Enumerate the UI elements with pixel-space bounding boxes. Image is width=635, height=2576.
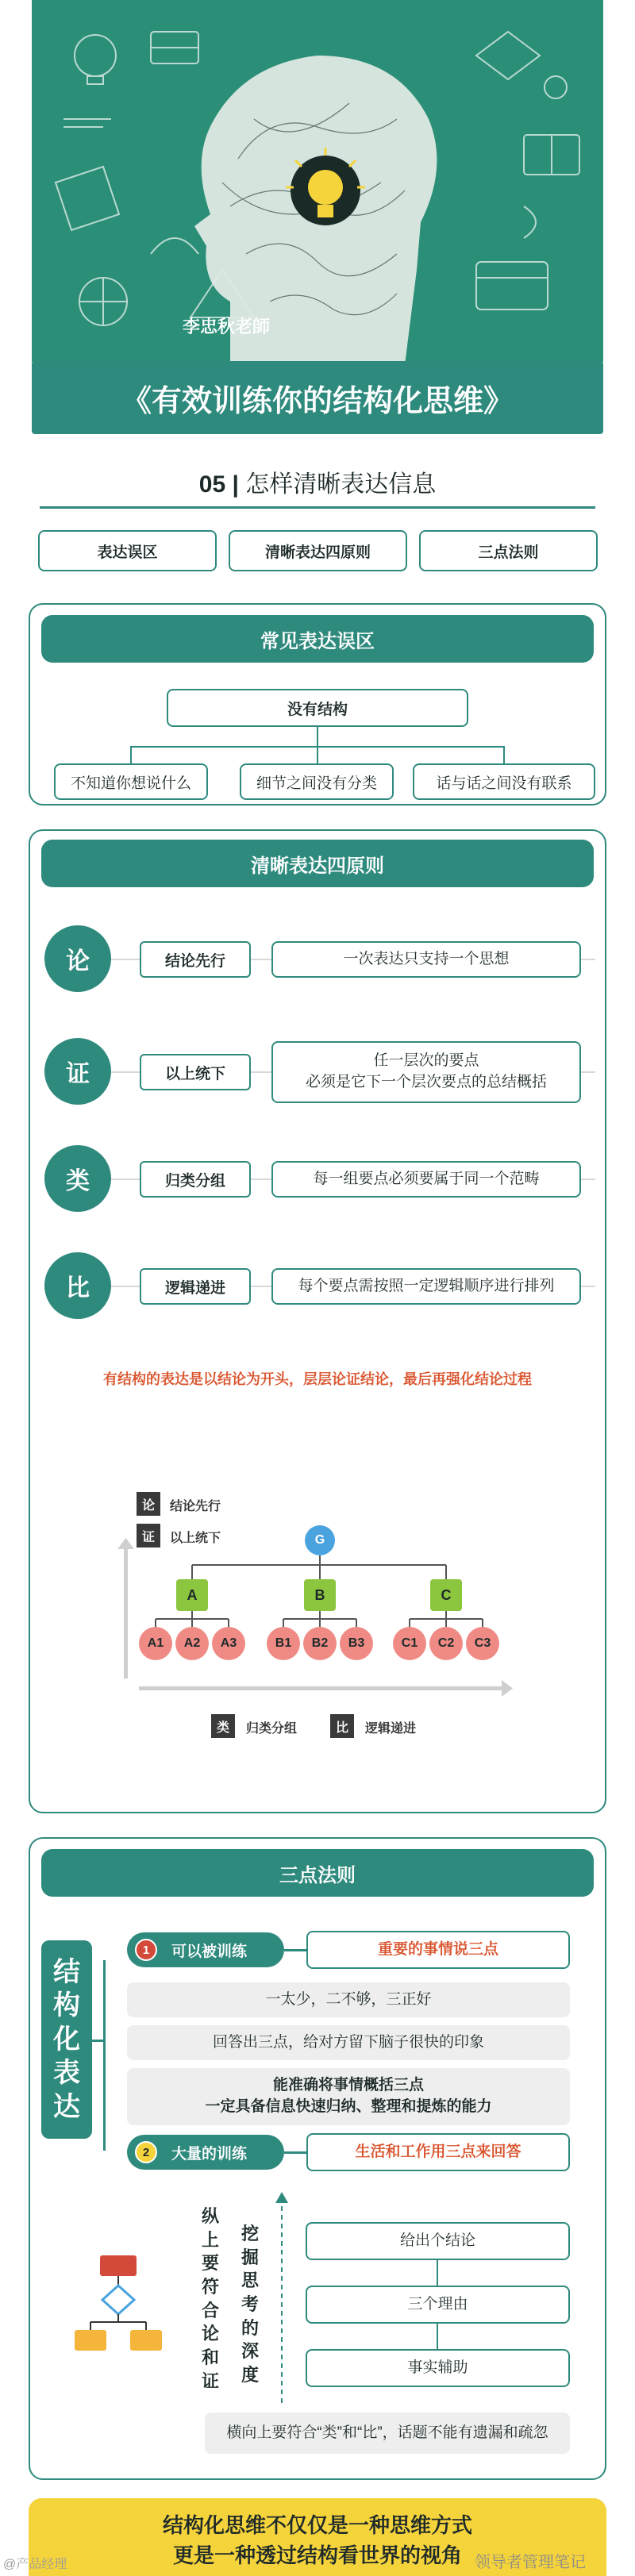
misconception-item: 细节之间没有分类 [240, 763, 394, 800]
diagram-tag: 论 [137, 1492, 160, 1516]
step1-label: 可以被训练 [171, 1943, 248, 1960]
three-point-note: 一太少，二不够，三正好 [127, 1982, 570, 2017]
diagram-group-node: B [304, 1579, 336, 1611]
diagram-leaf-node: B1 [267, 1627, 300, 1660]
side-connector [103, 1960, 106, 2151]
flow-step: 给出个结论 [306, 2222, 570, 2260]
principles-summary: 有结构的表达是以结论为开头，层层论证结论，最后再强化结论过程 [103, 1371, 532, 1387]
three-point-note: 能准确将事情概括三点 一定具备信息快速归纳、整理和提炼的能力 [127, 2068, 570, 2125]
principle-desc: 每一组要点必须要属于同一个范畴 [271, 1161, 581, 1198]
banner-title: 《有效训练你的结构化思维》 [121, 384, 514, 418]
section-heading [0, 464, 635, 499]
watermark-left: @产品经理 [3, 2558, 67, 2571]
connector [503, 746, 505, 763]
flow-connector [437, 2260, 438, 2286]
step1-connector [284, 1949, 306, 1951]
chalkboard-illustration [32, 0, 603, 365]
tab-misconceptions[interactable] [38, 530, 217, 571]
principle-name: 以上统下 [140, 1054, 251, 1090]
step2-label: 大量的训练 [171, 2145, 248, 2163]
step1-number: 1 [135, 1939, 157, 1961]
tab-principles[interactable] [229, 530, 407, 571]
flow-connector [437, 2324, 438, 2349]
diagram-label: 逻辑递进 [365, 1722, 417, 1736]
side-connector [92, 2040, 105, 2042]
diagram-leaf-node: B3 [340, 1627, 373, 1660]
teacher-name: 李忠秋老師 [183, 317, 271, 336]
principle-desc: 每个要点需按照一定逻辑顺序进行排列 [271, 1268, 581, 1305]
diagram-group-node: A [176, 1579, 208, 1611]
diagram-leaf-node: C2 [429, 1627, 463, 1660]
diagram-leaf-node: A3 [212, 1627, 245, 1660]
side-label-block [41, 1940, 92, 2139]
diagram-label: 归类分组 [246, 1722, 298, 1736]
connector [317, 746, 318, 763]
footer-line2: 更是一种透过结构看世界的视角 [172, 2543, 462, 2567]
tab-label: 表达误区 [97, 544, 158, 561]
diagram-leaf-node: A2 [175, 1627, 209, 1660]
vertical-text-right: 挖掘思考的深度 [241, 2224, 259, 2386]
diagram-leaf-node: B2 [303, 1627, 337, 1660]
misconception-item: 话与话之间没有联系 [413, 763, 595, 800]
watermark-right: 领导者管理笔记 [475, 2554, 586, 2571]
diagram-tag: 证 [137, 1524, 160, 1548]
vertical-arrow [117, 1538, 134, 1678]
section-underline [40, 506, 595, 509]
principle-name: 逻辑递进 [140, 1268, 251, 1305]
diagram-group-node: C [430, 1579, 462, 1611]
three-point-title: 三点法则 [41, 1849, 594, 1897]
tab-label: 清晰表达四原则 [264, 544, 371, 561]
diagram-leaf-node: C1 [393, 1627, 426, 1660]
connector [317, 727, 318, 748]
chalkboard-banner [32, 0, 603, 365]
diagram-tag: 比 [330, 1714, 354, 1738]
title-banner [32, 361, 603, 434]
connector [130, 746, 132, 763]
step1-tag [127, 1932, 284, 1967]
side-label: 结构化表达 [53, 1956, 80, 2122]
bottom-note: 横向上要符合“类”和“比”，话题不能有遗漏和疏忽 [205, 2413, 570, 2454]
diagram-tag: 类 [211, 1714, 235, 1738]
depth-arrow [274, 2190, 290, 2405]
step2-number: 2 [135, 2141, 157, 2163]
principle-desc: 任一层次的要点 必须是它下一个层次要点的总结概括 [271, 1041, 581, 1103]
principle-name: 归类分组 [140, 1161, 251, 1198]
principle-icon-lun: 论 [44, 925, 111, 992]
three-point-note: 回答出三点，给对方留下脑子很快的印象 [127, 2025, 570, 2060]
flowchart-icon [71, 2254, 167, 2357]
misconceptions-title: 常见表达误区 [41, 615, 594, 663]
vertical-text-left: 纵上要符合论和证 [201, 2206, 219, 2391]
section-number: 05 [198, 471, 226, 498]
step1-highlight: 重要的事情说三点 [306, 1931, 570, 1969]
principles-title: 清晰表达四原则 [41, 840, 594, 887]
tab-three-point[interactable] [419, 530, 598, 571]
step2-connector [284, 2151, 306, 2154]
diagram-leaf-node: C3 [466, 1627, 499, 1660]
footer-line1: 结构化思维不仅仅是一种思维方式 [162, 2513, 472, 2537]
step2-highlight: 生活和工作用三点来回答 [306, 2133, 570, 2171]
principle-icon-lei: 类 [44, 1145, 111, 1212]
diagram-leaf-node: A1 [139, 1627, 172, 1660]
diagram-label: 以上统下 [170, 1532, 221, 1545]
step2-tag [127, 2135, 284, 2170]
principle-name: 结论先行 [140, 941, 251, 978]
tab-label: 三点法则 [478, 544, 539, 561]
section-title: 怎样清晰表达信息 [245, 471, 437, 498]
diagram-label: 结论先行 [170, 1500, 221, 1513]
principle-icon-zheng: 证 [44, 1038, 111, 1105]
misconception-root: 没有结构 [167, 689, 468, 727]
section-divider: | [232, 471, 246, 498]
horizontal-arrow [139, 1680, 513, 1697]
flow-step: 事实辅助 [306, 2349, 570, 2387]
flow-step: 三个理由 [306, 2286, 570, 2324]
misconception-item: 不知道你想说什么 [54, 763, 208, 800]
diagram-root-node: G [305, 1525, 335, 1555]
principle-desc: 一次表达只支持一个思想 [271, 941, 581, 978]
principle-icon-bi: 比 [44, 1252, 111, 1319]
